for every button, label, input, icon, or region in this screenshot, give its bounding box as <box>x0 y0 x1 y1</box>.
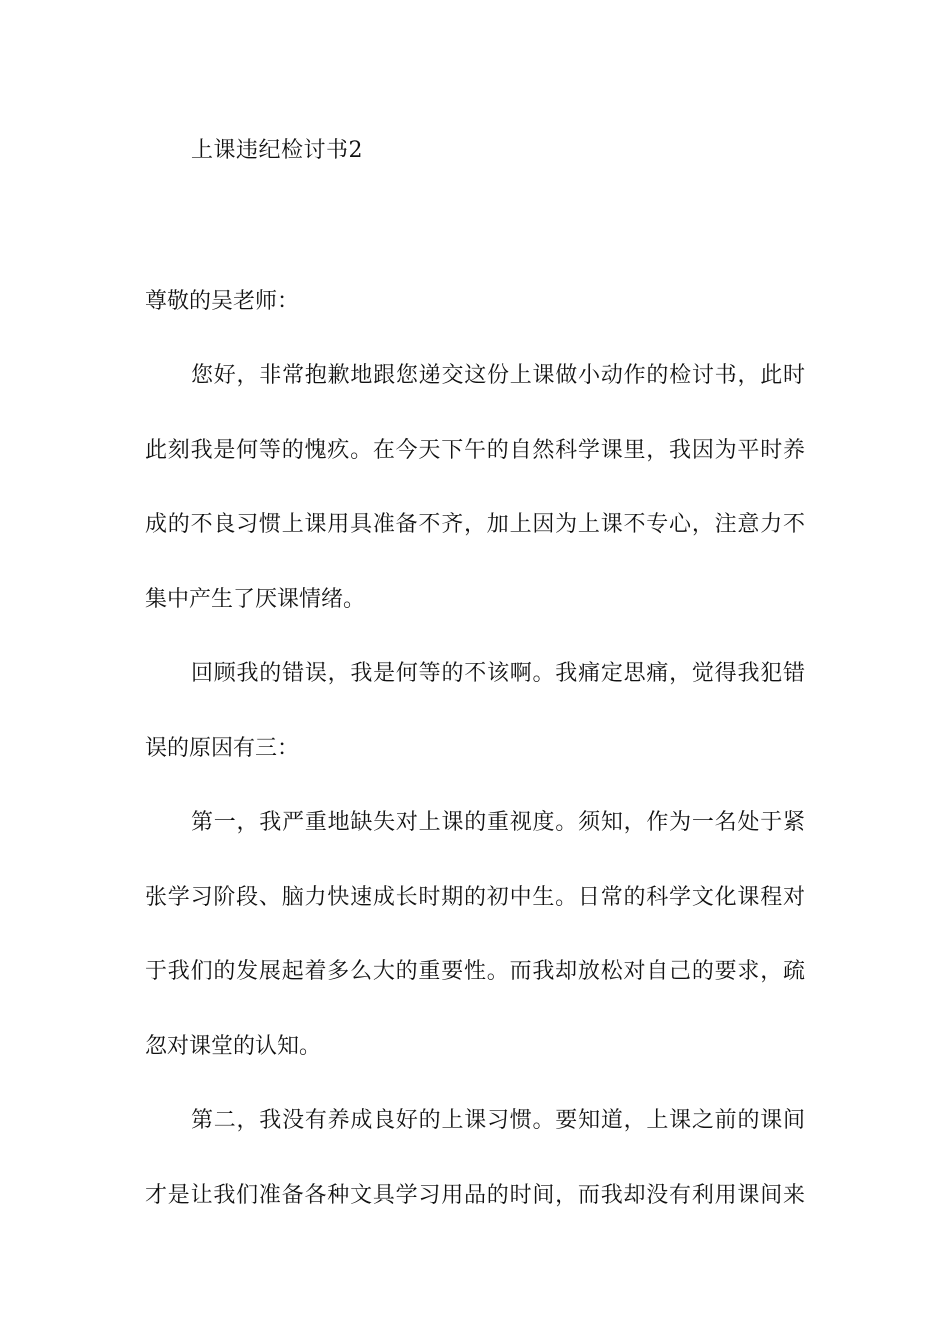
paragraph-line: 张学习阶段、脑力快速成长时期的初中生。日常的科学文化课程对 <box>145 884 805 910</box>
paragraph-line: 第二，我没有养成良好的上课习惯。要知道，上课之前的课间 <box>191 1108 805 1133</box>
paragraph-line: 误的原因有三： <box>145 735 300 761</box>
paragraph-line: 此刻我是何等的愧疚。在今天下午的自然科学课里，我因为平时养 <box>145 437 805 463</box>
paragraph-line: 回顾我的错误，我是何等的不该啊。我痛定思痛，觉得我犯错 <box>191 661 805 686</box>
paragraph-line: 第一，我严重地缺失对上课的重视度。须知，作为一名处于紧 <box>191 810 805 835</box>
document-body <box>145 280 805 1248</box>
salutation: 尊敬的吴老师： <box>145 289 300 314</box>
paragraph-line: 成的不良习惯上课用具准备不齐，加上因为上课不专心，注意力不 <box>145 512 805 537</box>
paragraph-line: 您好，非常抱歉地跟您递交这份上课做小动作的检讨书，此时 <box>191 363 805 388</box>
paragraph-line: 于我们的发展起着多么大的重要性。而我却放松对自己的要求，疏 <box>145 959 805 984</box>
paragraph-line: 忽对课堂的认知。 <box>145 1033 322 1059</box>
paragraph-line: 才是让我们准备各种文具学习用品的时间，而我却没有利用课间来 <box>145 1182 805 1208</box>
paragraph-reason-one <box>145 801 805 1099</box>
paragraph-reflection <box>145 652 805 801</box>
paragraph-apology <box>145 354 805 652</box>
paragraph-line: 集中产生了厌课情绪。 <box>145 586 366 612</box>
document-title: 上课违纪检讨书2 <box>191 138 363 163</box>
paragraph-reason-two <box>145 1099 805 1248</box>
